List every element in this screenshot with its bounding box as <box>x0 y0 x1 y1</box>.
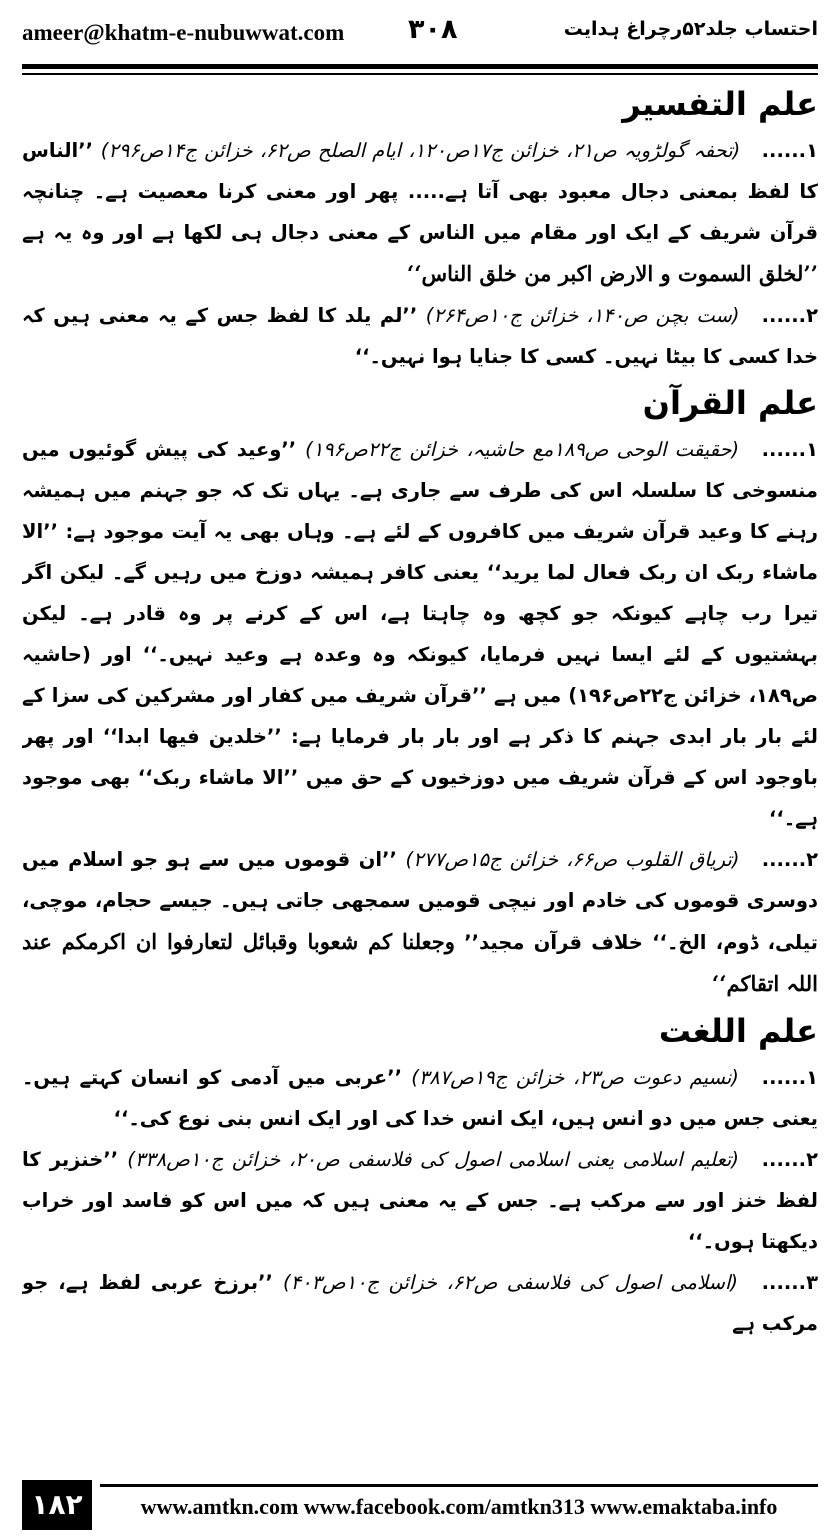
entry-number: ۱...... <box>761 1066 818 1089</box>
footer-page-number: ۱۸۲ <box>22 1480 92 1530</box>
entry-number: ۳...... <box>761 1271 818 1294</box>
page-footer <box>22 1480 818 1534</box>
entry-reference: (تعلیم اسلامی یعنی اسلامی اصول کی فلاسفی ص۲۰، خزائن ج۱۰ص۳۳۸) <box>127 1148 739 1171</box>
footer-website-links[interactable]: www.amtkn.com www.facebook.com/amtkn313 www.emaktaba.info <box>140 1494 778 1519</box>
entry <box>22 1057 818 1139</box>
entry-text: ’’وعید کی پیش گوئیوں میں منسوخی کا سلسلہ اس کی طرف سے جاری ہے۔ یہاں تک کہ جو جہنم میں ہمیشہ رہنے کا وعید قرآن شریف میں کافروں کے لئے ہے۔ وہاں بھی یہ آیت موجود ہے: ’’الا ماشاء ربک ان ربک فعال لما یرید‘‘ یعنی کافر ہمیشہ دوزخ میں رہیں گے۔ لیکن اگر تیرا رب چاہے کیونکہ جو کچھ وہ چاہتا ہے، اس کے کرنے پر وہ قادر ہے۔ لیکن بہشتیوں کے لئے ایسا نہیں فرمایا، کیونکہ وہ وعدہ ہے وعید نہیں۔‘‘ اور (حاشیہ ص۱۸۹، خزائن ج۲۲ص۱۹۶) میں ہے ’’قرآن شریف میں کفار اور مشرکین کی سزا کے لئے بار بار ابدی جہنم کا ذکر ہے اور بار بار فرمایا ہے: ’’خلدین فیھا ابدا‘‘ اور پھر باوجود اس کے قرآن شریف میں دوزخیوں کے حق میں ’’الا ماشاء ربک‘‘ بھی موجود ہے۔‘‘ <box>22 438 818 830</box>
entry-text: ’’برزخ عربی لفظ ہے، جو مرکب ہے <box>22 1271 818 1335</box>
entry-reference: (ست بچن ص۱۴۰، خزائن ج۱۰ص۲۶۴) <box>425 304 740 327</box>
entry-arabic-quote: وجعلنا کم شعوبا وقبائل لتعارفوا ان اکرمکم عند اللہ اتقاکم‘‘ <box>22 929 818 996</box>
section-heading-lughat: علم اللغت <box>658 1012 818 1050</box>
header-book-title: احتساب جلد۵۲رچراغ ہدایت <box>563 18 818 40</box>
entry-reference: (نسیم دعوت ص۲۳، خزائن ج۱۹ص۳۸۷) <box>411 1066 739 1089</box>
header-email[interactable]: ameer@khatm-e-nubuwwat.com <box>22 20 345 45</box>
section-heading-quran: علم القرآن <box>642 384 818 422</box>
entry-text: ’’عربی میں آدمی کو انسان کہتے ہیں۔ یعنی جس میں دو انس ہیں، ایک انس خدا کی اور ایک انس بنی نوع کی۔‘‘ <box>22 1066 818 1130</box>
header-page-number: ۳۰۸ <box>408 14 458 45</box>
page-header <box>22 14 818 54</box>
entry-arabic-quote: ’’لخلق السموت و الارض اکبر من خلق الناس‘‘ <box>406 261 818 286</box>
entry <box>22 130 818 295</box>
entry <box>22 1262 818 1344</box>
entry-number: ۱...... <box>761 139 818 162</box>
header-rule-thick <box>22 64 818 69</box>
entry-number: ۱...... <box>761 438 818 461</box>
entry-number: ۲...... <box>761 1148 818 1171</box>
entry <box>22 295 818 377</box>
entry-reference: (اسلامی اصول کی فلاسفی ص۶۲، خزائن ج۱۰ص۴۰۳) <box>282 1271 738 1294</box>
entry-reference: (تریاق القلوب ص۶۶، خزائن ج۱۵ص۲۷۷) <box>405 848 740 871</box>
footer-rule <box>100 1484 818 1487</box>
entry <box>22 839 818 1005</box>
entry-reference: (تحفہ گولڑویہ ص۲۱، خزائن ج۱۷ص۱۲۰، ایام الصلح ص۶۲، خزائن ج۱۴ص۲۹۶) <box>100 139 741 162</box>
entry-text: ’’لم یلد کا لفظ جس کے یہ معنی ہیں کہ خدا کسی کا بیٹا نہیں۔ کسی کا جنایا ہوا نہیں۔‘‘ <box>22 304 818 368</box>
entry-reference: (حقیقت الوحی ص۱۸۹مع حاشیہ، خزائن ج۲۲ص۱۹۶) <box>305 438 740 461</box>
section-heading-tafseer: علم التفسیر <box>622 85 818 123</box>
header-rule-thin <box>22 73 818 75</box>
entry-text: ’’الناس کا لفظ بمعنی دجال معبود بھی آتا ہے..... پھر اور معنی کرنا معصیت ہے۔ چنانچہ قرآن شریف کے ایک اور مقام میں الناس کے معنی دجال ہی لکھا ہے اور وہ یہ ہے <box>22 139 818 244</box>
entry-text: ’’ان قوموں میں سے ہو جو اسلام میں دوسری قوموں کی خادم اور نیچی قومیں سمجھی جاتی ہیں۔ جیسے حجام، موچی، تیلی، ڈوم، الخ۔‘‘ خلاف قرآن مجید’’ <box>22 848 818 954</box>
entry-number: ۲...... <box>761 848 818 871</box>
entry-number: ۲...... <box>761 304 818 327</box>
entry-text: ’’خنزیر کا لفظ خنز اور سے مرکب ہے۔ جس کے یہ معنی ہیں کہ میں اس کو فاسد اور خراب دیکھتا ہوں۔‘‘ <box>22 1148 818 1253</box>
entry <box>22 1139 818 1262</box>
page-content <box>22 78 818 1478</box>
entry <box>22 429 818 839</box>
